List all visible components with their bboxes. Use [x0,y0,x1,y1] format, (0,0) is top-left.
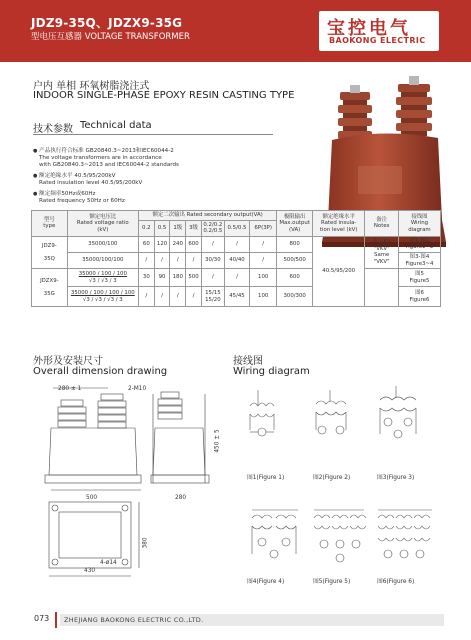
product-subtitle: 型电压互感器 VOLTAGE TRANSFORMER [31,32,190,42]
figure-caption: 图3(Figure 3) [377,475,415,481]
company-logo [319,11,439,51]
notes-cell: 带 VKV "VKV" Same "VKV" [365,236,399,268]
bullet-standard: ● 产品执行符合标准 GB20840.3~2013和IEC60044-2 The voltage transformers are in accordance with GB20840.3~2013 and IEC60044-2 standards [33,148,303,169]
header-max-output: 极限输出 Max.output (VA) [277,211,313,237]
header-wiring: 接线图 Wiring diagram [398,211,440,237]
tech-heading-en: Technical data [80,120,152,131]
dimension-heading-cn: 外形及安装尺寸 [33,356,103,367]
figure-caption: 图5(Figure 5) [313,579,351,585]
spec-table [31,210,441,307]
type-cell-jdzx9: JDZX9- 35G [32,269,68,307]
dim-label: 280 ± 1 [58,386,82,392]
table-subheader-row: 0.2 0.5 1级 3级 0.2/0.2 0.2/0.5 0.5/0.5 6P(3P) [32,220,441,236]
figure-caption: 图4(Figure 4) [247,579,285,585]
intro-en: INDOOR SINGLE-PHASE EPOXY RESIN CASTING TYPE [33,90,295,101]
insulation-cell: 40.5/95/200 [312,236,364,306]
footer-accent [55,612,57,628]
tech-divider [33,134,273,135]
dim-label: 500 [86,495,98,501]
dimension-drawing [33,380,223,585]
table-header-row [32,211,441,221]
figure-caption: 图6(Figure 6) [377,579,415,585]
header-banner [0,0,471,62]
type-cell-jdz9: JDZ9- 35Q [32,236,68,268]
dim-label: 450 ± 5 [214,429,221,453]
header-ratio: 额定电压比 Rated voltage ratio (kV) [67,211,138,237]
tech-heading-cn: 技术参数 [33,124,73,135]
dim-label: 2-M10 [128,386,147,392]
table-row: JDZX9- 35G 35000 / 100 / 100 √3 / √3 / 3 30 90 180 500 / / 100 600 图5 Figure5 [32,269,441,287]
intro-cn: 户内 单相 环氧树脂浇注式 [33,81,150,92]
dim-label: 380 [142,537,149,549]
wiring-heading-en: Wiring diagram [233,366,310,377]
tech-bullets [33,148,303,209]
dim-label: 4-ø14 [100,560,117,566]
wiring-diagrams [240,382,440,582]
bullet-frequency: ● 额定频率50Hz或60Hz Rated frequency 50Hz or 60Hz [33,191,303,205]
logo-en: BAOKONG ELECTRIC [329,36,426,45]
figure-caption: 图2(Figure 2) [313,475,351,481]
page-number: 073 [34,614,50,623]
table-row: 35000/100/100 / / / / 30/30 40/40 / 500/500 图3-图4 Figure3~4 [32,252,441,268]
header-insulation: 额定绝缘水平 Rated insula- tion level (kV) [312,211,364,237]
header-output: 额定二次输出 Rated secondary output(VA) [138,211,276,221]
dim-label: 280 [175,495,187,501]
header-type: 型号 type [32,211,68,237]
figure-caption: 图1(Figure 1) [247,475,285,481]
product-title: JDZ9-35Q、JDZX9-35G [31,16,183,30]
table-row: 35000 / 100 / 100 / 100 √3 / √3 / √3 / 3 / / / / 15/15 15/20 45/45 100 300/300 图6 Figure6 [32,287,441,307]
dimension-heading-en: Overall dimension drawing [33,366,168,377]
header-notes: 备注 Notes [365,211,399,237]
wiring-heading-cn: 接线图 [233,356,263,367]
bullet-insulation: ● 额定绝缘水平 40.5/95/200kV Rated insulation level 40.5/95/200kV [33,173,303,187]
logo-cn: 宝控电气 [327,18,411,39]
dim-label: 430 [84,568,96,574]
footer-company: ZHEJIANG BAOKONG ELECTRIC CO.,LTD. [64,616,204,624]
table-row: JDZ9- 35Q 35000/100 60 120 240 600 / / / 800 40.5/95/200 带 VKV "VKV" Same "VKV" 图1-图2 Figure1~2 [32,236,441,252]
